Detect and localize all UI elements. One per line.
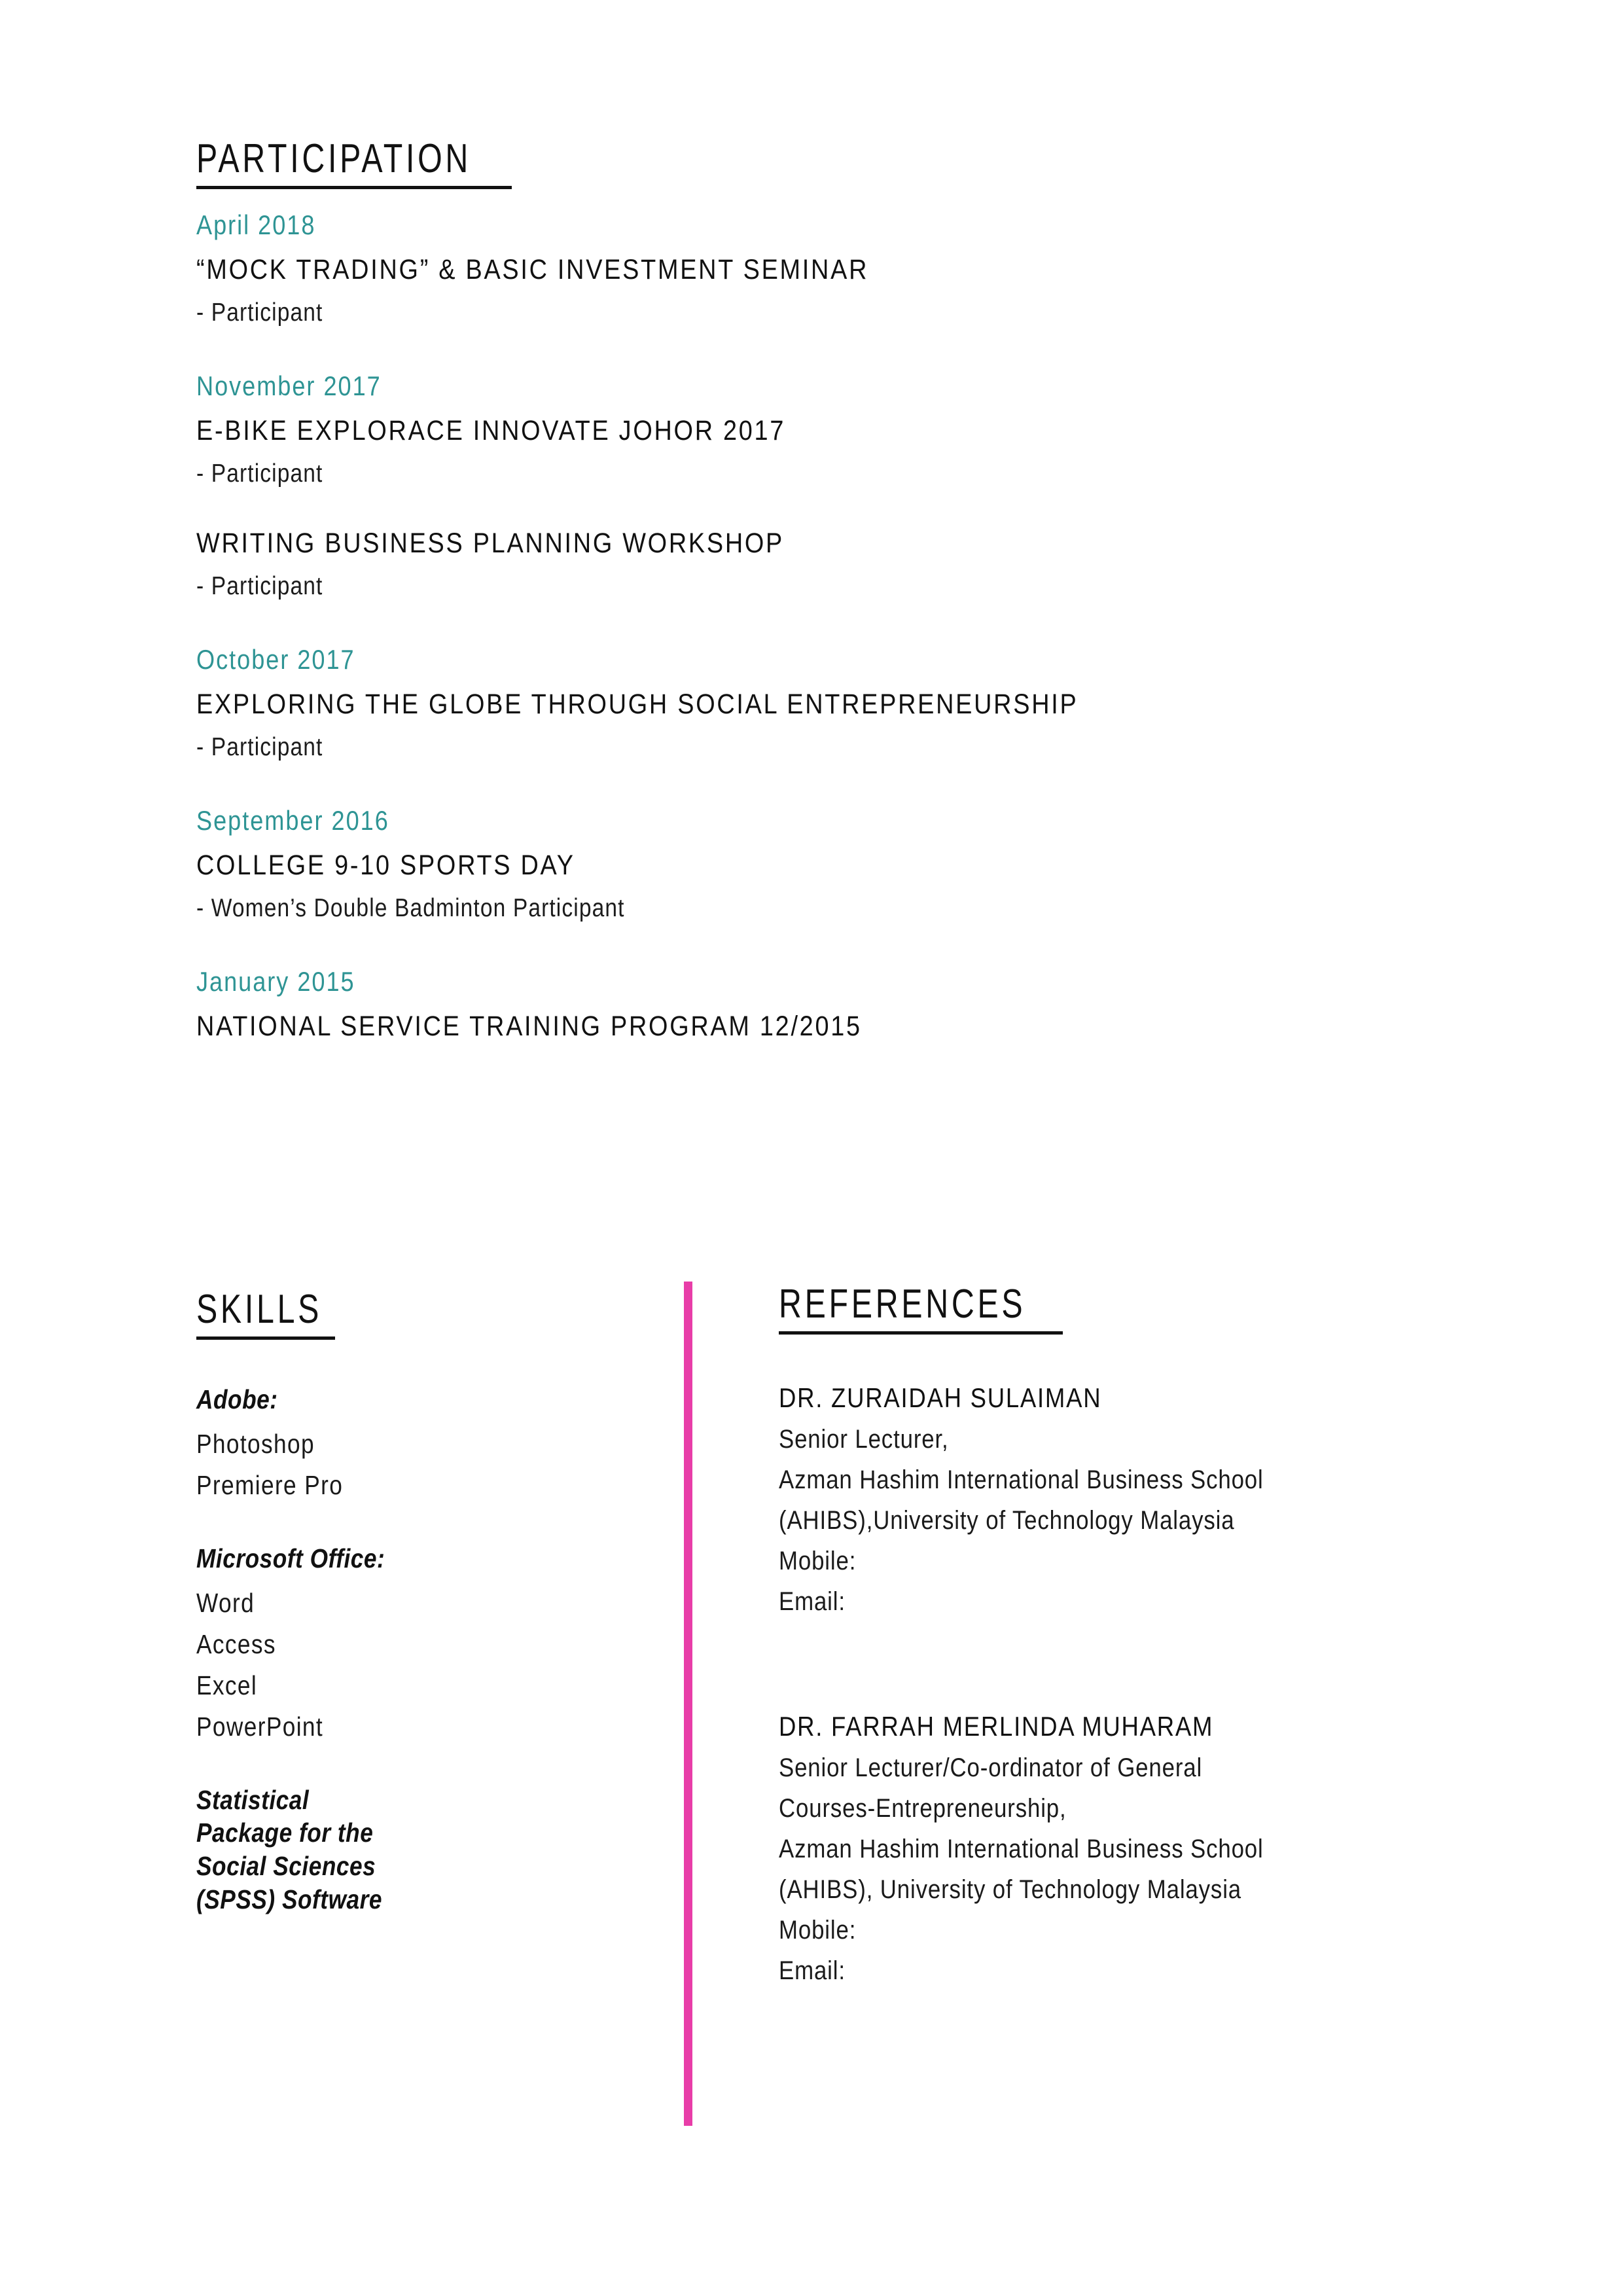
- reference-mobile-label: Mobile:: [779, 1547, 857, 1575]
- skill-category-label: Adobe:: [196, 1384, 278, 1414]
- entry-role: - Participant: [196, 733, 323, 761]
- participation-heading-wrap: [196, 136, 1479, 189]
- entry-role: - Women’s Double Badminton Participant: [196, 894, 625, 922]
- skills-heading: SKILLS: [196, 1287, 323, 1332]
- entry-title: EXPLORING THE GLOBE THROUGH SOCIAL ENTREPRENEURSHIP: [196, 689, 1079, 720]
- participation-section: [196, 136, 1479, 1042]
- entry-role: - Participant: [196, 572, 323, 600]
- participation-heading: PARTICIPATION: [196, 136, 472, 181]
- entry-date: September 2016: [196, 805, 389, 836]
- entry-date: January 2015: [196, 966, 355, 997]
- spacer: [196, 921, 1479, 968]
- reference-email-label: Email:: [779, 1956, 846, 1985]
- skill-item: Access: [196, 1628, 276, 1659]
- references-heading-rule: [779, 1331, 1063, 1335]
- reference-detail: Senior Lecturer,: [779, 1425, 949, 1454]
- reference-mobile-label: Mobile:: [779, 1916, 857, 1945]
- reference-detail: Senior Lecturer/Co-ordinator of General: [779, 1753, 1203, 1782]
- skill-item: Excel: [196, 1670, 258, 1700]
- entry-role: - Participant: [196, 459, 323, 488]
- spacer: [196, 1499, 654, 1542]
- reference-detail: Azman Hashim International Business School: [779, 1465, 1264, 1494]
- entry-title: NATIONAL SERVICE TRAINING PROGRAM 12/2015: [196, 1011, 862, 1042]
- entry-title: WRITING BUSINESS PLANNING WORKSHOP: [196, 528, 784, 559]
- reference-detail: Courses-Entrepreneurship,: [779, 1794, 1067, 1823]
- participation-entry: [196, 372, 1479, 599]
- references-heading: REFERENCES: [779, 1282, 1026, 1327]
- skills-references-section: [0, 1230, 1623, 2160]
- skills-column: [196, 1289, 654, 1916]
- entry-title: COLLEGE 9-10 SPORTS DAY: [196, 850, 575, 881]
- reference-detail: Azman Hashim International Business School: [779, 1835, 1264, 1863]
- entry-title: E-BIKE EXPLORACE INNOVATE JOHOR 2017: [196, 415, 786, 446]
- participation-entry: [196, 646, 1479, 760]
- entry-date: April 2018: [196, 209, 316, 240]
- references-heading-wrap: [779, 1284, 1564, 1335]
- references-column: [779, 1284, 1564, 1984]
- reference-entry: [779, 1384, 1564, 1615]
- entry-date: October 2017: [196, 644, 355, 675]
- participation-entry: [196, 211, 1479, 325]
- reference-name: DR. FARRAH MERLINDA MUHARAM: [779, 1711, 1214, 1742]
- entry-title: “MOCK TRADING” & BASIC INVESTMENT SEMINAR: [196, 254, 869, 285]
- spacer: [196, 1740, 654, 1784]
- skill-item: PowerPoint: [196, 1711, 324, 1742]
- column-divider: [684, 1282, 692, 2126]
- skill-group: [196, 1784, 654, 1916]
- skill-item: Word: [196, 1587, 255, 1618]
- skills-heading-rule: [196, 1336, 335, 1340]
- spacer: [196, 325, 1479, 372]
- reference-detail: (AHIBS),University of Technology Malaysia: [779, 1506, 1235, 1535]
- participation-heading-rule: [196, 186, 512, 189]
- participation-entry: [196, 807, 1479, 921]
- skill-category-label: Microsoft Office:: [196, 1543, 385, 1573]
- entry-date: November 2017: [196, 370, 382, 401]
- reference-entry: [779, 1713, 1564, 1984]
- skill-group: [196, 1383, 654, 1499]
- participation-entry: [196, 968, 1479, 1041]
- spacer: [196, 486, 1479, 512]
- spacer: [779, 1615, 1564, 1713]
- skill-item: Photoshop: [196, 1428, 315, 1459]
- skill-item: Premiere Pro: [196, 1469, 344, 1500]
- reference-name: DR. ZURAIDAH SULAIMAN: [779, 1382, 1102, 1413]
- entry-role: - Participant: [196, 298, 323, 327]
- skills-heading-wrap: [196, 1289, 654, 1340]
- spacer: [196, 760, 1479, 807]
- skill-category-label: Statistical Package for the Social Sciences (SPSS) Software: [196, 1784, 383, 1915]
- spacer: [196, 599, 1479, 646]
- reference-email-label: Email:: [779, 1587, 846, 1616]
- reference-detail: (AHIBS), University of Technology Malaysia: [779, 1875, 1242, 1904]
- skill-group: [196, 1542, 654, 1740]
